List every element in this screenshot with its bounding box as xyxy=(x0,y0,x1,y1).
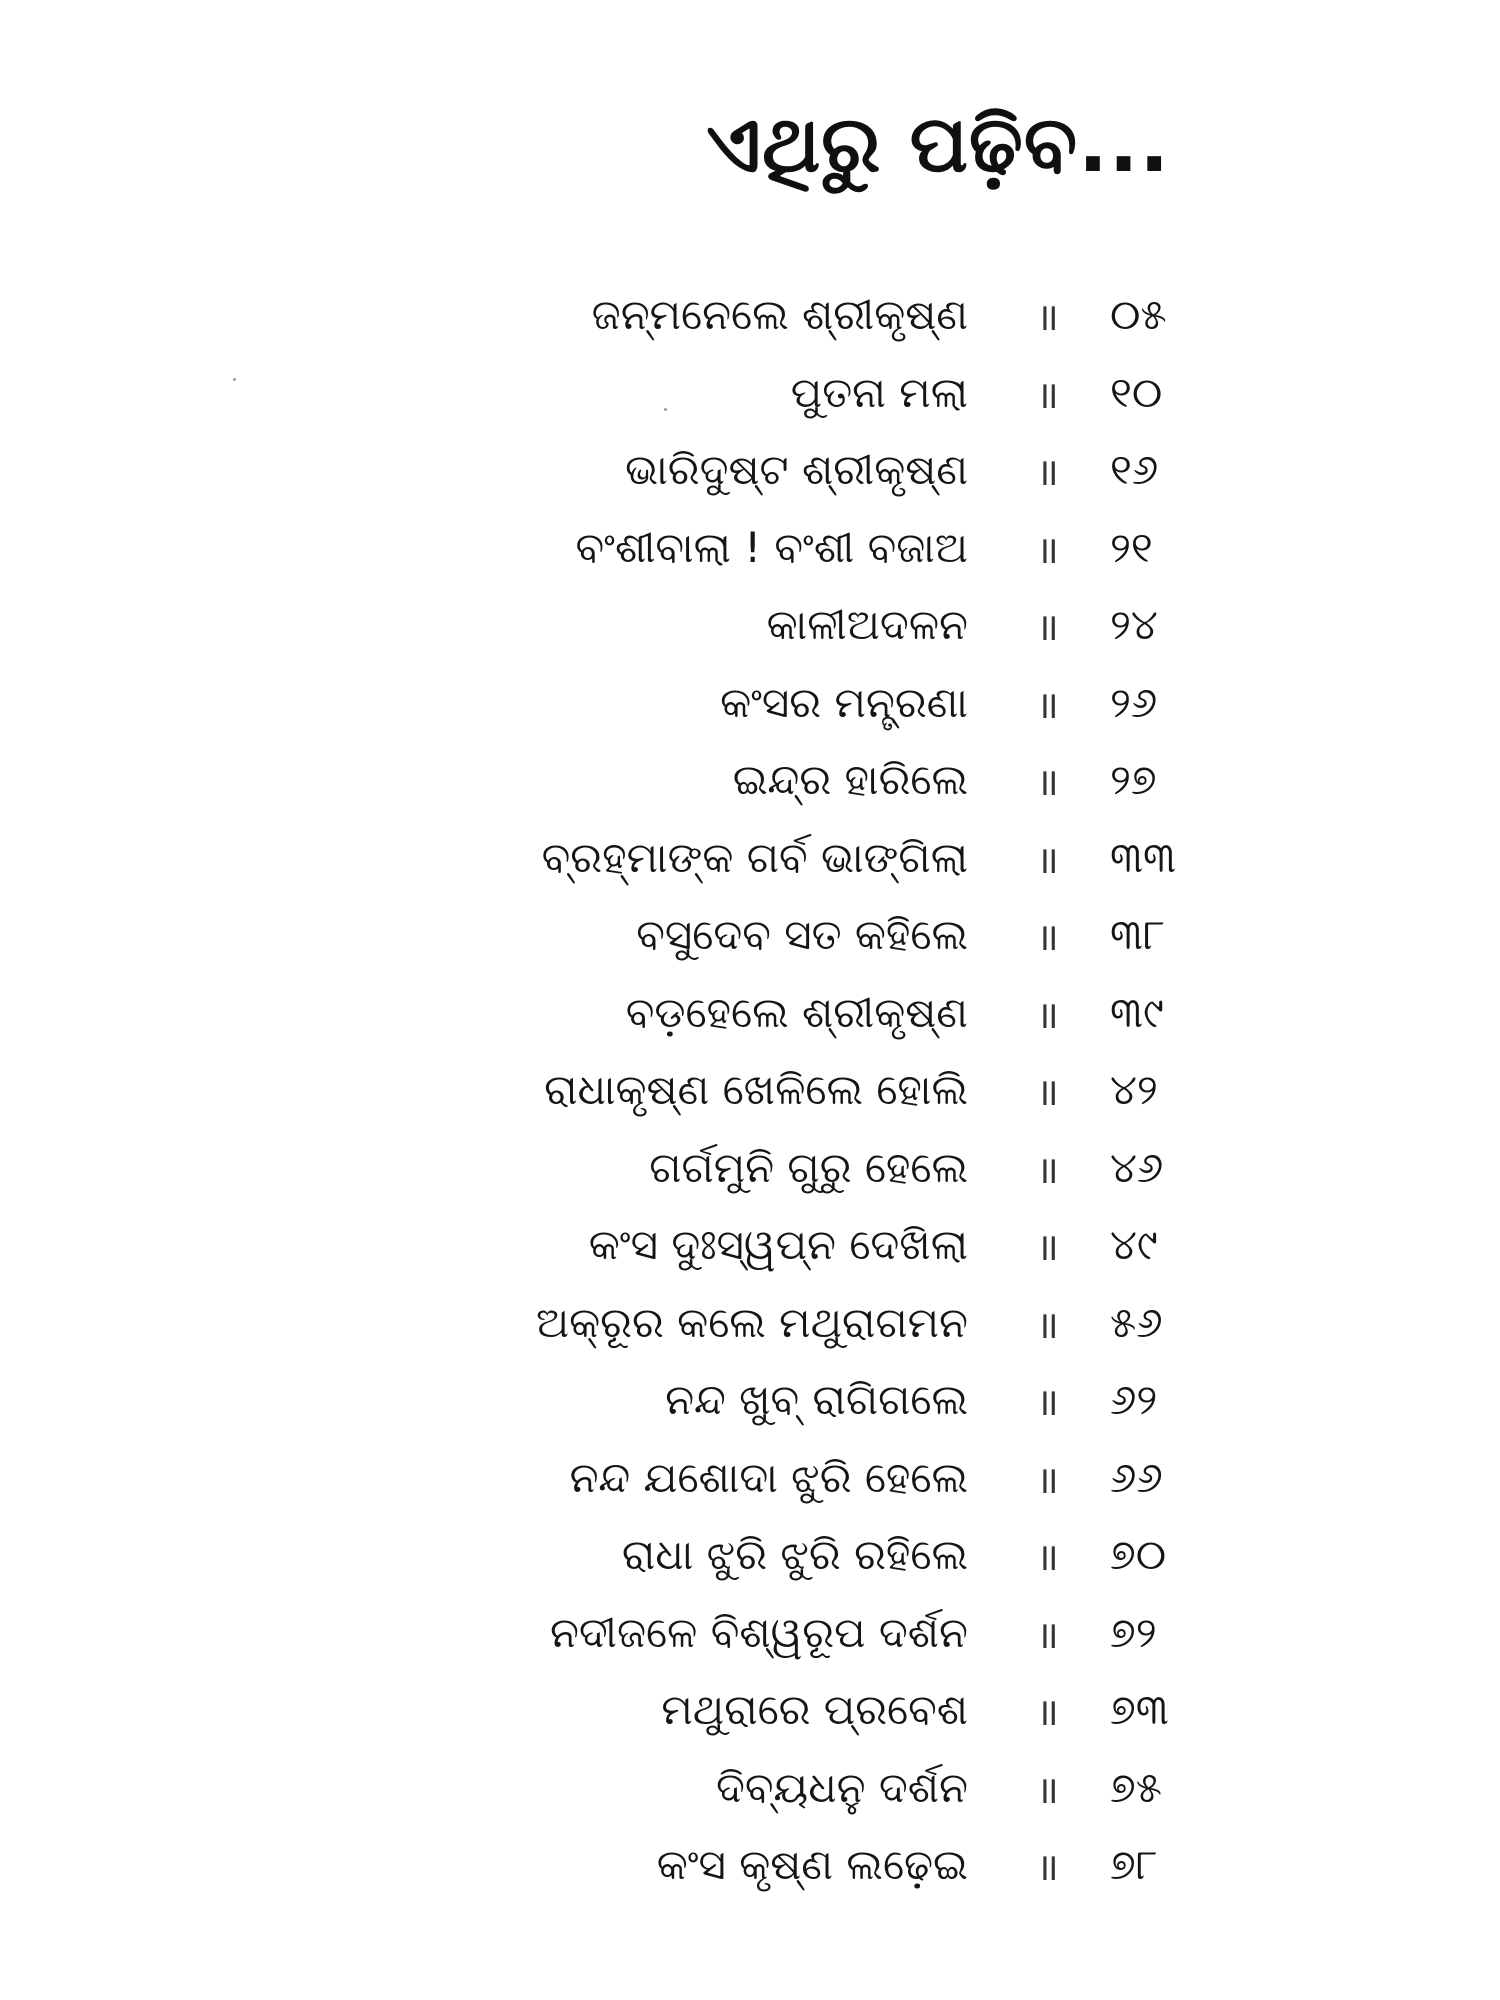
toc-row xyxy=(0,1212,1500,1290)
toc-row xyxy=(0,1057,1500,1135)
toc-title: ରାଧାକୃଷ୍ଣ ଖେଳିଲେ ହୋଲି xyxy=(544,1065,968,1114)
toc-row xyxy=(0,825,1500,903)
toc-title: ନନ୍ଦ ଖୁବ୍ ରାଗିଗଲେ xyxy=(665,1375,968,1424)
toc-separator: ॥ xyxy=(1036,760,1059,804)
toc-separator: ॥ xyxy=(1036,1147,1059,1192)
toc-row xyxy=(0,1832,1500,1910)
toc-separator: ॥ xyxy=(1036,1690,1059,1734)
toc-title: ମଥୁରାରେ ପ୍ରବେଶ xyxy=(661,1685,968,1734)
toc-title: ବଡ଼ହେଲେ ଶ୍ରୀକୃଷ୍ଣ xyxy=(625,987,968,1037)
toc-separator: ॥ xyxy=(1036,527,1059,572)
toc-title: ବସୁଦେବ ସତ କହିଲେ xyxy=(636,910,968,959)
toc-row xyxy=(0,1135,1500,1213)
toc-page-number: ୭୦ xyxy=(1110,1530,1167,1579)
toc-title: ରାଧା ଝୁରି ଝୁରି ରହିଲେ xyxy=(621,1530,968,1579)
toc-row xyxy=(0,670,1500,748)
toc-row xyxy=(0,282,1500,360)
toc-page-number: ୭୩ xyxy=(1110,1685,1169,1734)
toc-title: ବଂଶୀବାଲା ! ବଂଶୀ ବଜାଅ xyxy=(575,522,968,572)
toc-row xyxy=(0,747,1500,825)
toc-separator: ॥ xyxy=(1036,682,1059,727)
toc-separator: ॥ xyxy=(1036,372,1059,417)
page-title: ଏଥିରୁ ପଢ଼ିବ... xyxy=(706,100,1170,190)
toc-title: ବ୍ରହ୍ମାଙ୍କ ଗର୍ବ ଭାଙ୍ଗିଲା xyxy=(541,832,968,882)
toc-page-number: ୨୬ xyxy=(1110,677,1158,727)
toc-title: କଂସର ମନ୍ତ୍ରଣା xyxy=(720,677,968,727)
toc-row xyxy=(0,1755,1500,1833)
toc-row xyxy=(0,980,1500,1058)
toc-page-number: ୨୧ xyxy=(1110,522,1153,572)
toc-page-number: ୩୩ xyxy=(1110,832,1177,882)
toc-page-number: ୪୯ xyxy=(1110,1220,1158,1269)
toc-title: କଂସ ଦୁଃସ୍ୱପ୍ନ ଦେଖିଲା xyxy=(588,1220,968,1269)
toc-separator: ॥ xyxy=(1036,295,1059,339)
toc-row xyxy=(0,1367,1500,1445)
toc-separator: ॥ xyxy=(1036,605,1059,649)
toc-title: ଅକ୍ରୂର କଲେ ମଥୁରାଗମନ xyxy=(535,1297,968,1347)
toc-row xyxy=(0,1677,1500,1755)
toc-title: କଂସ କୃଷ୍ଣ ଲଢ଼େଇ xyxy=(656,1840,968,1889)
toc-page-number: ୬୬ xyxy=(1110,1452,1163,1502)
toc-title: ପୁତନା ମଲା xyxy=(790,367,968,417)
toc-page-number: ୨୪ xyxy=(1110,600,1158,649)
toc-separator: ॥ xyxy=(1036,1535,1059,1579)
toc-page-number: ୦୫ xyxy=(1110,290,1167,339)
toc-separator: ॥ xyxy=(1036,1070,1059,1114)
toc-page-number: ୨୭ xyxy=(1110,755,1157,804)
toc-title: କାଳୀଅଦଳନ xyxy=(766,600,968,649)
toc-separator: ॥ xyxy=(1036,1612,1059,1657)
toc-page-number: ୪୨ xyxy=(1110,1065,1158,1114)
toc-page-number: ୭୮ xyxy=(1110,1840,1158,1889)
toc-page-number: ୭୨ xyxy=(1110,1607,1157,1657)
toc-title: ନଦୀଜଳେ ବିଶ୍ୱରୂପ ଦର୍ଶନ xyxy=(549,1607,968,1657)
toc-separator: ॥ xyxy=(1036,1767,1059,1812)
toc-row xyxy=(0,1290,1500,1368)
toc-title: ଗର୍ଗମୁନି ଗୁରୁ ହେଲେ xyxy=(649,1142,968,1192)
toc-separator: ॥ xyxy=(1036,915,1059,959)
toc-page-number: ୪୬ xyxy=(1110,1142,1164,1192)
toc-row xyxy=(0,360,1500,438)
toc-separator: ॥ xyxy=(1036,837,1059,882)
toc-row xyxy=(0,1600,1500,1678)
toc-row xyxy=(0,902,1500,980)
toc-row xyxy=(0,515,1500,593)
toc-page-number: ୩୮ xyxy=(1110,910,1165,959)
toc-page-number: ୭୫ xyxy=(1110,1762,1162,1812)
toc-title: ଇନ୍ଦ୍ର ହାରିଲେ xyxy=(732,755,968,804)
table-of-contents xyxy=(0,282,1500,1910)
toc-separator: ॥ xyxy=(1036,992,1059,1037)
toc-separator: ॥ xyxy=(1036,450,1059,494)
toc-page-number: ୫୬ xyxy=(1110,1297,1163,1347)
toc-title: ଜନ୍ମନେଲେ ଶ୍ରୀକୃଷ୍ଣ xyxy=(591,290,968,339)
toc-separator: ॥ xyxy=(1036,1302,1059,1347)
toc-title: ଭାରିଦୁଷ୍ଟ ଶ୍ରୀକୃଷ୍ଣ xyxy=(625,445,968,494)
toc-separator: ॥ xyxy=(1036,1845,1059,1889)
toc-page-number: ୬୨ xyxy=(1110,1375,1158,1424)
toc-row xyxy=(0,437,1500,515)
toc-page-number: ୧୬ xyxy=(1110,445,1159,494)
toc-page-number: ୧୦ xyxy=(1110,367,1163,417)
toc-title: ନନ୍ଦ ଯଶୋଦା ଝୁରି ହେଲେ xyxy=(569,1452,968,1502)
toc-title: ଦିବ୍ୟଧନୁ ଦର୍ଶନ xyxy=(716,1762,968,1812)
toc-separator: ॥ xyxy=(1036,1380,1059,1424)
toc-page-number: ୩୯ xyxy=(1110,987,1164,1037)
toc-separator: ॥ xyxy=(1036,1457,1059,1502)
toc-separator: ॥ xyxy=(1036,1225,1059,1269)
toc-row xyxy=(0,1445,1500,1523)
toc-row xyxy=(0,592,1500,670)
toc-row xyxy=(0,1522,1500,1600)
